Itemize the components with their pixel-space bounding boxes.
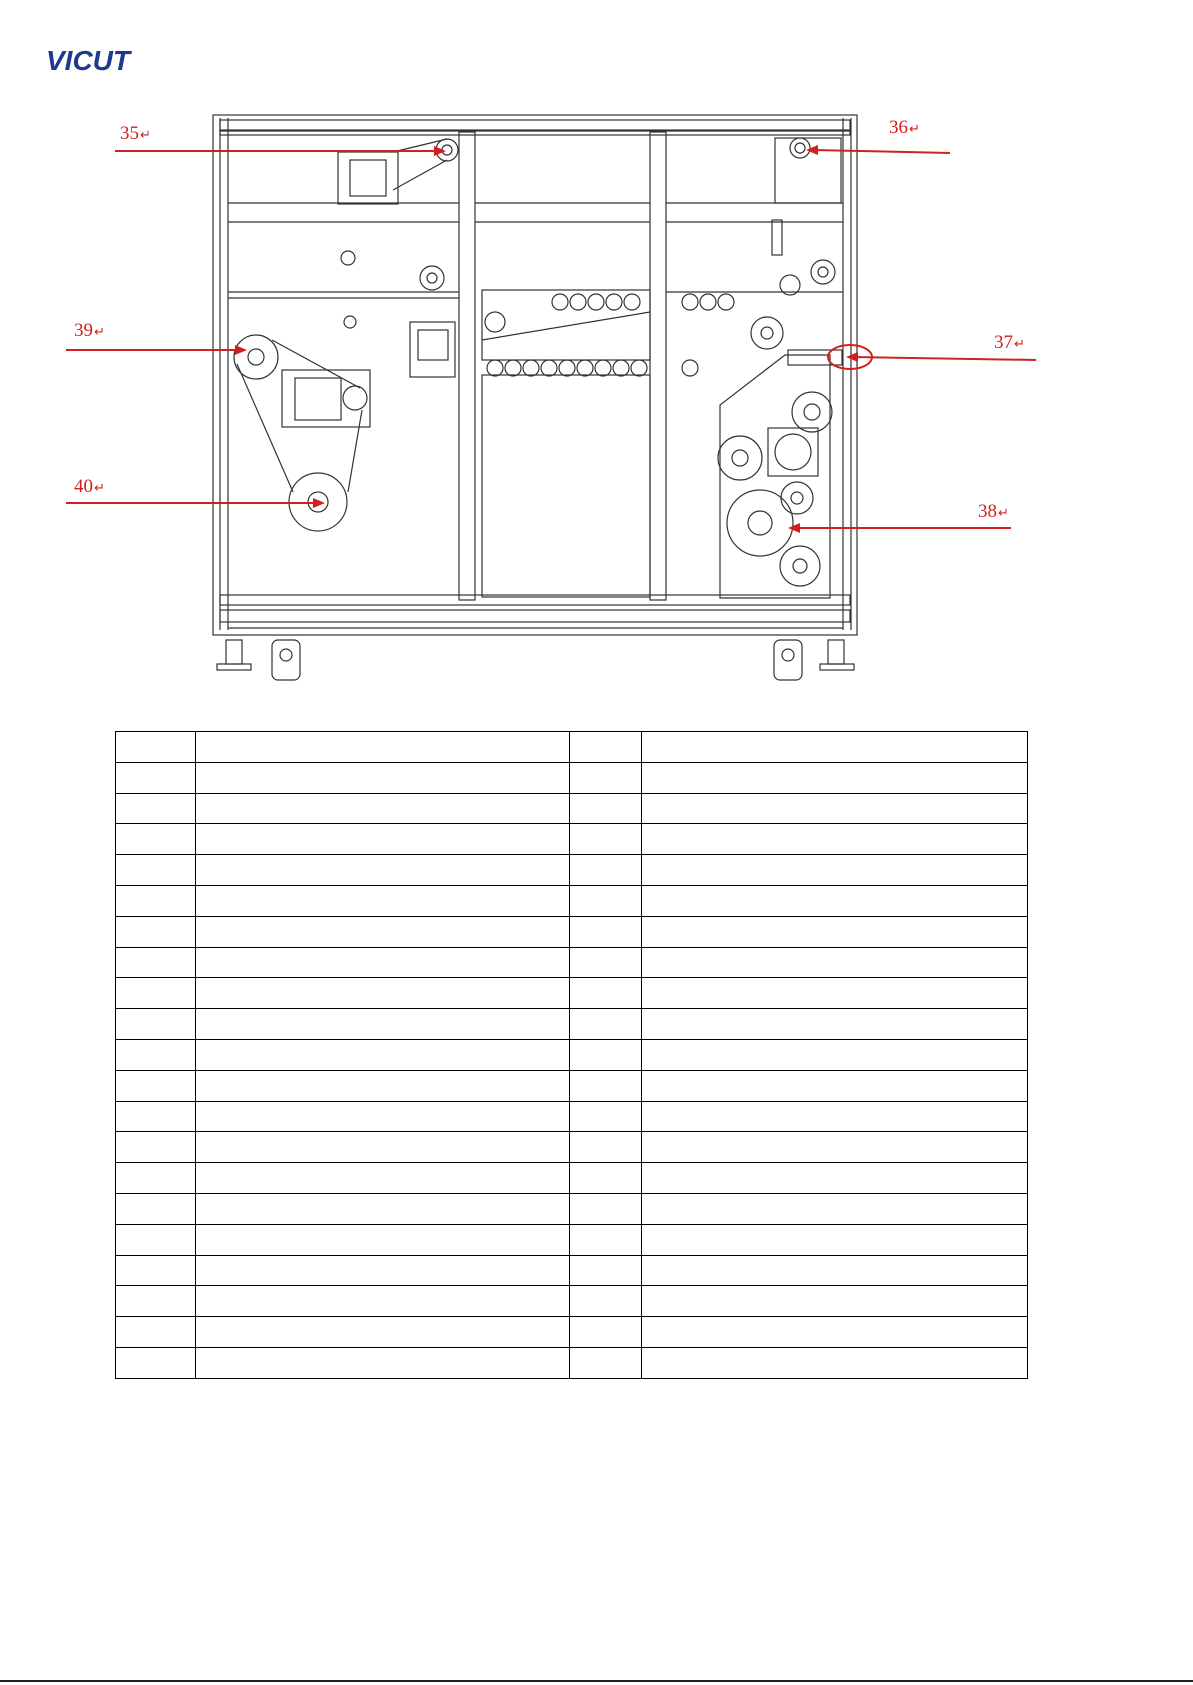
table-row [116, 1224, 1028, 1255]
callout-40 [74, 477, 105, 496]
paragraph-mark-icon: ↵ [998, 505, 1009, 520]
table-row [116, 916, 1028, 947]
table-cell [116, 1039, 196, 1070]
table-cell [642, 1101, 1028, 1132]
table-cell [570, 824, 642, 855]
table-cell [196, 1255, 570, 1286]
paragraph-mark-icon: ↵ [1014, 336, 1025, 351]
table-cell [116, 1286, 196, 1317]
table-cell [116, 1224, 196, 1255]
table-cell [570, 1009, 642, 1040]
paragraph-mark-icon: ↵ [909, 121, 920, 136]
callout-number: 36 [889, 117, 908, 138]
table-cell [642, 1193, 1028, 1224]
table-cell [570, 1163, 642, 1194]
table-row [116, 947, 1028, 978]
table-cell [642, 1347, 1028, 1378]
table-row [116, 1101, 1028, 1132]
table-cell [570, 1286, 642, 1317]
table-row [116, 1255, 1028, 1286]
table-row [116, 855, 1028, 886]
table-cell [570, 885, 642, 916]
table-cell [642, 1132, 1028, 1163]
table-cell [196, 1317, 570, 1348]
table-row [116, 1317, 1028, 1348]
table-cell [116, 1193, 196, 1224]
table-cell [642, 732, 1028, 763]
table-cell [116, 824, 196, 855]
table-row [116, 793, 1028, 824]
table-cell [642, 916, 1028, 947]
table-cell [570, 978, 642, 1009]
table-cell [570, 1039, 642, 1070]
table-row [116, 978, 1028, 1009]
table-cell [570, 793, 642, 824]
table-cell [570, 1224, 642, 1255]
table-cell [642, 1009, 1028, 1040]
table-cell [116, 1009, 196, 1040]
table-cell [642, 793, 1028, 824]
table-cell [196, 1101, 570, 1132]
callout-number: 39 [74, 320, 93, 341]
table-cell [642, 1070, 1028, 1101]
table-cell [196, 885, 570, 916]
table-cell [116, 916, 196, 947]
table-row [116, 762, 1028, 793]
table-cell [570, 1317, 642, 1348]
table-row [116, 824, 1028, 855]
table-cell [196, 947, 570, 978]
paragraph-mark-icon: ↵ [140, 127, 151, 142]
table-cell [642, 1317, 1028, 1348]
table-cell [196, 732, 570, 763]
table-cell [642, 885, 1028, 916]
table-cell [116, 1317, 196, 1348]
table-cell [116, 1255, 196, 1286]
table-row [116, 1070, 1028, 1101]
table-cell [196, 824, 570, 855]
table-row [116, 1039, 1028, 1070]
table-cell [570, 916, 642, 947]
table-cell [570, 1070, 642, 1101]
table-cell [642, 1255, 1028, 1286]
table-cell [570, 732, 642, 763]
table-cell [196, 1163, 570, 1194]
table-cell [642, 947, 1028, 978]
table-cell [570, 1193, 642, 1224]
callout-37 [994, 333, 1025, 352]
callout-39 [74, 321, 105, 340]
table-cell [116, 762, 196, 793]
table-cell [196, 1132, 570, 1163]
table-cell [642, 1224, 1028, 1255]
table-cell [570, 1347, 642, 1378]
table-cell [570, 1132, 642, 1163]
table-cell [196, 1224, 570, 1255]
callout-number: 38 [978, 501, 997, 522]
table-cell [642, 1163, 1028, 1194]
table-cell [116, 885, 196, 916]
table-cell [196, 1347, 570, 1378]
table-cell [570, 947, 642, 978]
table-cell [570, 855, 642, 886]
paragraph-mark-icon: ↵ [94, 324, 105, 339]
table-cell [196, 762, 570, 793]
table-cell [196, 1039, 570, 1070]
table-cell [196, 855, 570, 886]
table-cell [642, 978, 1028, 1009]
callout-number: 40 [74, 476, 93, 497]
table-cell [642, 1286, 1028, 1317]
table-row [116, 1193, 1028, 1224]
callout-35 [120, 124, 151, 143]
table-cell [116, 855, 196, 886]
table-row [116, 1286, 1028, 1317]
table-cell [196, 978, 570, 1009]
table-cell [642, 824, 1028, 855]
callout-number: 35 [120, 123, 139, 144]
table-row [116, 1132, 1028, 1163]
callout-number: 37 [994, 332, 1013, 353]
table-cell [570, 762, 642, 793]
table-row [116, 885, 1028, 916]
table-cell [116, 947, 196, 978]
table-cell [116, 1163, 196, 1194]
table-cell [196, 916, 570, 947]
table-cell [116, 1347, 196, 1378]
page-bottom-rule [0, 1680, 1193, 1682]
table-cell [570, 1101, 642, 1132]
table-cell [642, 1039, 1028, 1070]
parts-table [115, 731, 1028, 1379]
table-cell [196, 1070, 570, 1101]
table-cell [642, 855, 1028, 886]
logo-text: VICUT [46, 45, 130, 76]
callout-38 [978, 502, 1009, 521]
paragraph-mark-icon: ↵ [94, 480, 105, 495]
table-cell [196, 1009, 570, 1040]
callout-36 [889, 118, 920, 137]
table-row [116, 732, 1028, 763]
table-cell [196, 1193, 570, 1224]
table-cell [642, 762, 1028, 793]
table-cell [196, 793, 570, 824]
table-cell [570, 1255, 642, 1286]
table-cell [116, 1101, 196, 1132]
table-cell [116, 732, 196, 763]
table-row [116, 1009, 1028, 1040]
parts-table-body [116, 732, 1028, 1379]
table-cell [116, 1070, 196, 1101]
table-cell [116, 978, 196, 1009]
table-cell [196, 1286, 570, 1317]
table-cell [116, 1132, 196, 1163]
table-row [116, 1163, 1028, 1194]
table-row [116, 1347, 1028, 1378]
table-cell [116, 793, 196, 824]
